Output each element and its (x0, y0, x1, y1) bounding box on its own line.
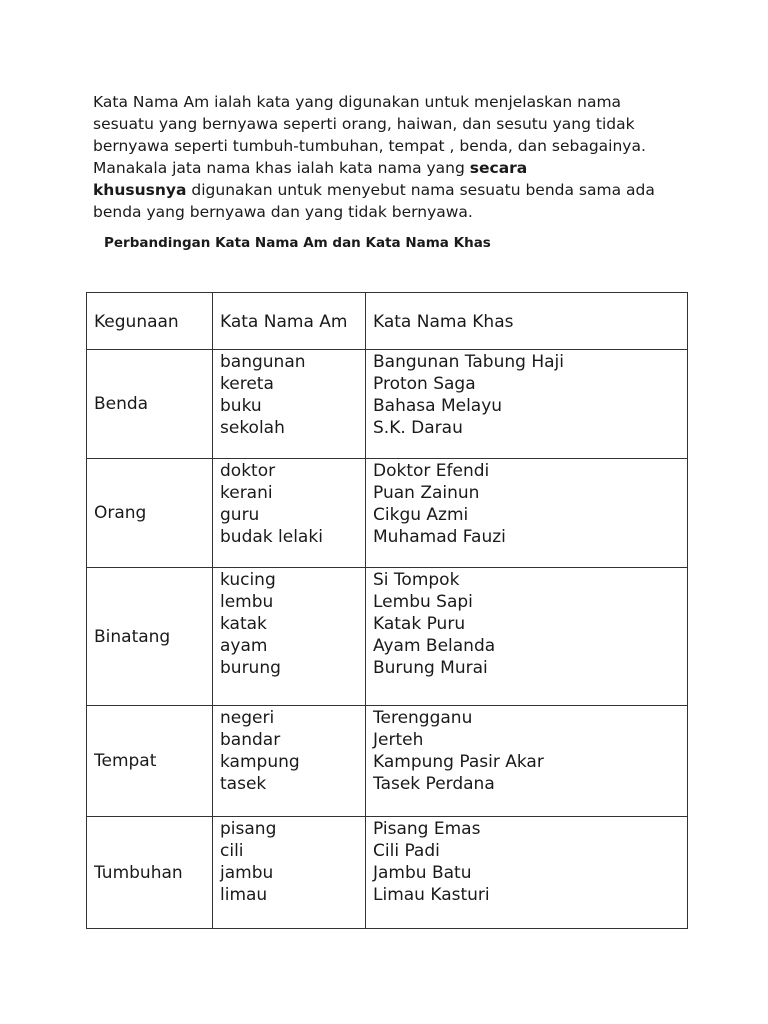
kata-nama-khas-item: Doktor Efendi (373, 461, 490, 481)
intro-line: benda yang bernyawa dan yang tidak bernyawa. (93, 203, 473, 221)
kata-nama-am-item: ayam (220, 636, 268, 656)
kata-nama-am-item: guru (220, 505, 260, 525)
kata-nama-khas-cell (366, 817, 688, 929)
category-cell: Binatang (87, 568, 213, 706)
kata-nama-khas-item: Burung Murai (373, 658, 488, 678)
category-cell: Benda (87, 350, 213, 459)
kata-nama-am-item: limau (220, 885, 268, 905)
kata-nama-khas-item: Proton Saga (373, 374, 476, 394)
kata-nama-am-item: kereta (220, 374, 274, 394)
kata-nama-khas-item: Cikgu Azmi (373, 505, 469, 525)
kata-nama-khas-item: Limau Kasturi (373, 885, 490, 905)
table-row (87, 459, 688, 568)
kata-nama-am-item: katak (220, 614, 267, 634)
kata-nama-am-cell (213, 459, 366, 568)
intro-line (93, 179, 693, 201)
kata-nama-am-item: cili (220, 841, 244, 861)
comparison-table (86, 292, 688, 929)
table-body (87, 350, 688, 929)
kata-nama-am-item: tasek (220, 774, 267, 794)
kata-nama-khas-item: Pisang Emas (373, 819, 481, 839)
table-heading: Perbandingan Kata Nama Am dan Kata Nama Khas (104, 235, 491, 251)
kata-nama-am-cell (213, 568, 366, 706)
kata-nama-khas-item: Si Tompok (373, 570, 460, 590)
kata-nama-am-cell (213, 817, 366, 929)
intro-paragraph (93, 91, 693, 223)
kata-nama-khas-cell (366, 568, 688, 706)
kata-nama-am-cell (213, 706, 366, 817)
kata-nama-am-item: doktor (220, 461, 276, 481)
kata-nama-khas-cell (366, 706, 688, 817)
kata-nama-khas-item: S.K. Darau (373, 418, 463, 438)
table-row (87, 350, 688, 459)
kata-nama-am-item: bandar (220, 730, 281, 750)
kata-nama-am-item: burung (220, 658, 281, 678)
kata-nama-am-item: bangunan (220, 352, 306, 372)
kata-nama-khas-item: Ayam Belanda (373, 636, 496, 656)
kata-nama-khas-item: Terengganu (373, 708, 473, 728)
kata-nama-am-cell (213, 350, 366, 459)
intro-bold-text: khususnya (93, 181, 187, 199)
kata-nama-am-item: pisang (220, 819, 277, 839)
kata-nama-khas-item: Muhamad Fauzi (373, 527, 506, 547)
category-cell: Orang (87, 459, 213, 568)
kata-nama-khas-item: Puan Zainun (373, 483, 480, 503)
kata-nama-khas-cell (366, 459, 688, 568)
intro-text: Manakala jata nama khas ialah kata nama yang (93, 159, 470, 177)
header-kegunaan: Kegunaan (87, 293, 213, 350)
kata-nama-khas-item: Bangunan Tabung Haji (373, 352, 564, 372)
kata-nama-khas-item: Jambu Batu (373, 863, 472, 883)
header-kata-nama-am: Kata Nama Am (213, 293, 366, 350)
kata-nama-am-item: kampung (220, 752, 300, 772)
table-row (87, 817, 688, 929)
table-header-row (87, 293, 688, 350)
kata-nama-am-item: lembu (220, 592, 274, 612)
intro-line (93, 157, 693, 179)
kata-nama-am-item: kerani (220, 483, 273, 503)
kata-nama-am-item: jambu (220, 863, 274, 883)
kata-nama-khas-item: Cili Padi (373, 841, 440, 861)
header-kata-nama-khas: Kata Nama Khas (366, 293, 688, 350)
kata-nama-khas-item: Lembu Sapi (373, 592, 473, 612)
kata-nama-am-item: negeri (220, 708, 275, 728)
kata-nama-khas-item: Jerteh (373, 730, 424, 750)
table-row (87, 568, 688, 706)
intro-text: digunakan untuk menyebut nama sesuatu benda sama ada (186, 181, 655, 199)
kata-nama-khas-item: Kampung Pasir Akar (373, 752, 544, 772)
category-cell: Tumbuhan (87, 817, 213, 929)
kata-nama-khas-item: Tasek Perdana (373, 774, 495, 794)
kata-nama-am-item: budak lelaki (220, 527, 323, 547)
kata-nama-am-item: kucing (220, 570, 276, 590)
intro-bold-text: secara (469, 159, 528, 177)
intro-line: sesuatu yang bernyawa seperti orang, haiwan, dan sesutu yang tidak (93, 115, 635, 133)
table-row (87, 706, 688, 817)
intro-line: Kata Nama Am ialah kata yang digunakan untuk menjelaskan nama (93, 93, 622, 111)
kata-nama-khas-item: Katak Puru (373, 614, 466, 634)
kata-nama-khas-item: Bahasa Melayu (373, 396, 503, 416)
kata-nama-am-item: buku (220, 396, 262, 416)
kata-nama-am-item: sekolah (220, 418, 285, 438)
kata-nama-khas-cell (366, 350, 688, 459)
category-cell: Tempat (87, 706, 213, 817)
intro-line: bernyawa seperti tumbuh-tumbuhan, tempat , benda, dan sebagainya. (93, 137, 646, 155)
